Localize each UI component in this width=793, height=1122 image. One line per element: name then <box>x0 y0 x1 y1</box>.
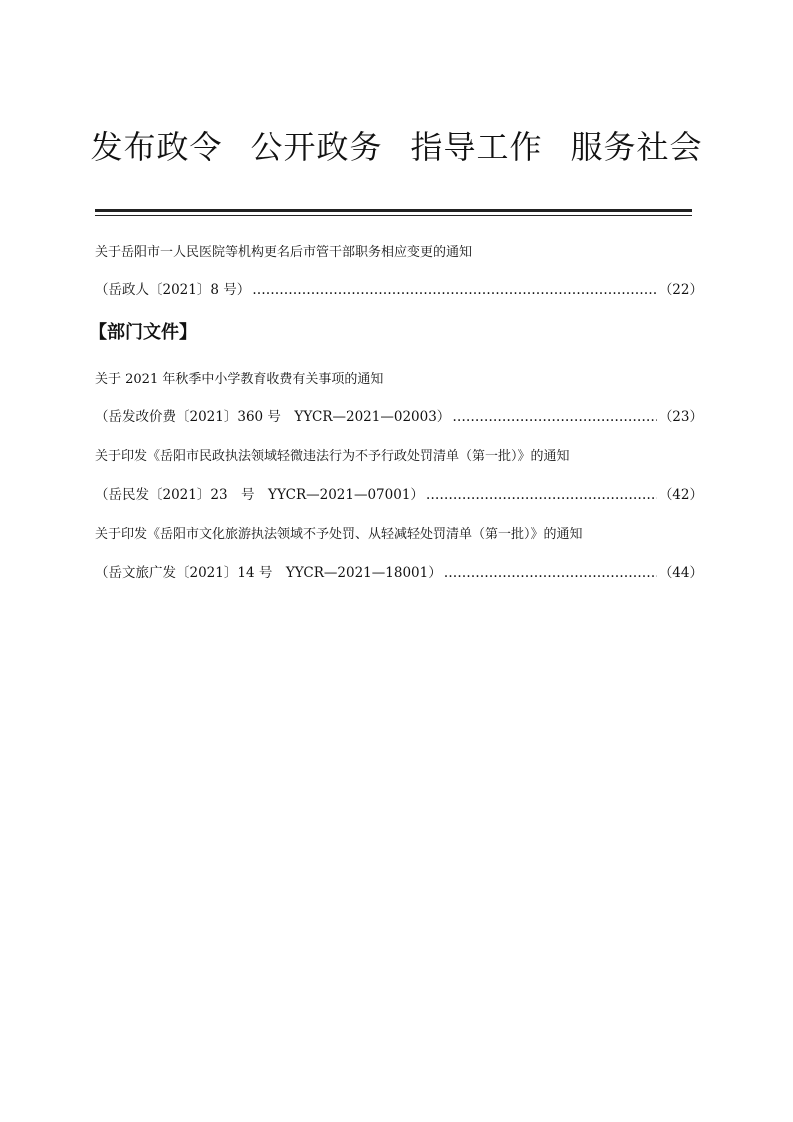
toc-entry-line[interactable] <box>95 561 703 581</box>
toc-entry-page: （23） <box>658 409 703 425</box>
toc-entry-title[interactable]: 关于印发《岳阳市民政执法领域轻微违法行为不予行政处罚清单（第一批）》的通知 <box>95 449 570 464</box>
banner-slogan <box>0 122 793 168</box>
toc-entry-ref: （岳民发〔2021〕23 号 YYCR—2021—07001） <box>95 487 424 503</box>
toc-entry-line[interactable] <box>95 405 703 425</box>
toc-entry-ref: （岳政人〔2021〕8 号） <box>95 282 251 298</box>
toc-leader-dots <box>452 409 657 425</box>
toc-leader-dots <box>444 565 657 581</box>
banner-part-3: 指导工作 <box>410 128 543 166</box>
divider-thin <box>95 215 692 216</box>
toc-entry-line[interactable] <box>95 483 703 503</box>
banner-part-2: 公开政务 <box>250 128 383 166</box>
divider-thick <box>95 209 692 212</box>
section-heading: 【部门文件】 <box>89 322 197 343</box>
toc-leader-dots <box>426 487 657 503</box>
toc-leader-dots <box>252 282 657 298</box>
toc-entry-title[interactable]: 关于印发《岳阳市文化旅游执法领域不予处罚、从轻减轻处罚清单（第一批）》的通知 <box>95 527 583 542</box>
toc-entry-page: （42） <box>658 487 703 503</box>
toc-entry-page: （44） <box>658 565 703 581</box>
toc-entry-page: （22） <box>658 282 703 298</box>
banner-part-1: 发布政令 <box>90 128 223 166</box>
banner-part-4: 服务社会 <box>570 128 703 166</box>
toc-entry-title[interactable]: 关于岳阳市一人民医院等机构更名后市管干部职务相应变更的通知 <box>95 245 473 260</box>
toc-entry-ref: （岳发改价费〔2021〕360 号 YYCR—2021—02003） <box>95 409 451 425</box>
toc-entry-ref: （岳文旅广发〔2021〕14 号 YYCR—2021—18001） <box>95 565 442 581</box>
toc-entry-line[interactable] <box>95 278 703 298</box>
toc-entry-title[interactable]: 关于 2021 年秋季中小学教育收费有关事项的通知 <box>95 372 384 387</box>
